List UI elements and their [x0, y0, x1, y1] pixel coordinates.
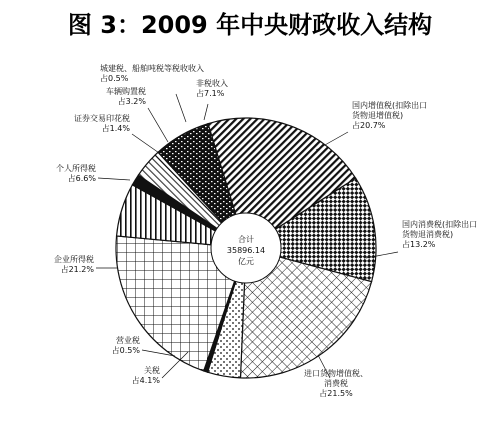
slice-label: 营业税占0.5% — [111, 336, 140, 355]
slice-label: 关税占4.1% — [131, 366, 160, 385]
chart-title: 图 3：2009 年中央财政收入结构 — [67, 11, 433, 39]
leader-line — [176, 94, 186, 122]
slice-label: 进口货物增值税、消费税占21.5% — [304, 369, 368, 398]
leader-line — [204, 104, 208, 120]
slice-label: 个人所得税占6.6% — [56, 164, 96, 183]
slice-label: 国内增值税(扣除出口货物退增值税)占20.7% — [352, 101, 428, 130]
leader-line — [132, 134, 162, 155]
slice-label: 证券交易印花税占1.4% — [74, 114, 130, 133]
slice-label: 非税收入占7.1% — [196, 79, 228, 98]
slice-label: 企业所得税占21.2% — [54, 255, 94, 274]
center-total-text: 合计 35896.14 亿元 — [226, 235, 266, 266]
slice-label: 车辆购置税占3.2% — [106, 87, 146, 106]
slice-label: 城建税、船舶吨税等税收收入占0.5% — [100, 64, 204, 83]
leader-line — [98, 178, 130, 180]
leader-line — [148, 108, 168, 142]
slice-label: 国内消费税(扣除出口货物退消费税)占13.2% — [402, 220, 478, 249]
